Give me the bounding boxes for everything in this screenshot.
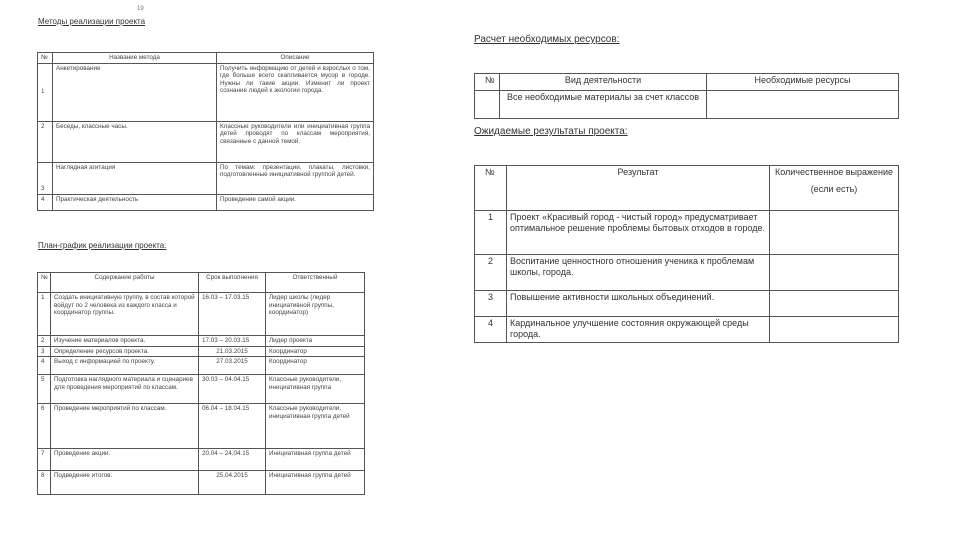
resources-cell-activity: Все необходимые материалы за счет классов (500, 91, 707, 119)
schedule-cell-content: Создать инициативную группу, в состав которой войдут по 2 человека из каждого класса и координатор группы. (51, 293, 199, 336)
schedule-cell-num: 7 (38, 449, 51, 471)
page-number: 19 (137, 6, 144, 12)
results-cell-num: 1 (475, 211, 507, 255)
schedule-cell-content: Проведение акции. (51, 449, 199, 471)
methods-col-desc: Описание (217, 53, 374, 64)
table-row (475, 317, 899, 343)
results-table (474, 165, 899, 343)
methods-cell-desc: Получить информацию от детей и взрослых о том, где больше всего скапливается мусор в городе. Нужны ли такие акции. Изменит ли проект сознание людей к экологии города. (217, 63, 374, 121)
results-cell-quant (770, 255, 899, 291)
methods-cell-num: 1 (38, 63, 53, 121)
methods-cell-num: 4 (38, 194, 53, 210)
table-row (38, 121, 374, 162)
schedule-cell-content: Проведение мероприятий по классам. (51, 404, 199, 449)
methods-cell-desc: Проведение самой акции. (217, 194, 374, 210)
table-row (38, 449, 365, 471)
methods-cell-num: 3 (38, 162, 53, 194)
resources-header-row (475, 74, 899, 91)
methods-cell-name: Практическая деятельность (53, 194, 217, 210)
table-row (38, 293, 365, 336)
schedule-cell-resp: Инициативная группа детей (266, 449, 365, 471)
schedule-cell-num: 1 (38, 293, 51, 336)
schedule-table (37, 272, 365, 495)
table-row (38, 63, 374, 121)
schedule-cell-content: Подготовка наглядного материала и сценариев для проведения мероприятий по классам. (51, 375, 199, 404)
table-row (38, 404, 365, 449)
table-row (38, 162, 374, 194)
methods-cell-name: Беседы, классные часы. (53, 121, 217, 162)
methods-cell-name: Анкетирование (53, 63, 217, 121)
schedule-cell-content: Выход с информацией по проекту. (51, 357, 199, 375)
table-row (475, 211, 899, 255)
schedule-cell-term: 06.04 – 18.04.15 (199, 404, 266, 449)
results-cell-result: Проект «Красивый город - чистый город» предусматривает оптимальное решение проблемы бытовых отходов в городе. (507, 211, 770, 255)
results-cell-num: 4 (475, 317, 507, 343)
methods-col-name: Название метода (53, 53, 217, 64)
schedule-col-content: Содержание работы (51, 273, 199, 293)
results-cell-num: 2 (475, 255, 507, 291)
table-row (38, 336, 365, 347)
schedule-cell-content: Изучение материалов проекта. (51, 336, 199, 347)
schedule-cell-resp: Координатор (266, 346, 365, 357)
results-header-row (475, 166, 899, 211)
schedule-cell-num: 8 (38, 471, 51, 495)
resources-table (474, 73, 899, 119)
methods-header-row (38, 53, 374, 64)
methods-table (37, 52, 374, 211)
schedule-header-row (38, 273, 365, 293)
resources-cell-num (475, 91, 500, 119)
table-row (38, 471, 365, 495)
results-cell-quant (770, 317, 899, 343)
schedule-cell-resp: Классные руководители, инициативная группа детей (266, 404, 365, 449)
table-row (38, 375, 365, 404)
schedule-col-resp: Ответственный (266, 273, 365, 293)
results-col-result: Результат (507, 166, 770, 211)
schedule-cell-term: 30.03 – 04.04.15 (199, 375, 266, 404)
schedule-cell-num: 4 (38, 357, 51, 375)
table-row (475, 91, 899, 119)
results-cell-quant (770, 291, 899, 317)
resources-col-num: № (475, 74, 500, 91)
schedule-heading: План-график реализации проекта: (38, 241, 167, 250)
methods-cell-name: Наглядная агитация (53, 162, 217, 194)
results-col-quant-note: (если есть) (810, 184, 858, 194)
resources-col-activity: Вид деятельности (500, 74, 707, 91)
schedule-cell-term: 21.03.2015 (199, 346, 266, 357)
results-cell-quant (770, 211, 899, 255)
methods-cell-desc: Классные руководители или инициативная группа детей проводят по классам мероприятия, связанные с данной темой. (217, 121, 374, 162)
schedule-cell-num: 3 (38, 346, 51, 357)
schedule-cell-term: 16.03 – 17.03.15 (199, 293, 266, 336)
schedule-cell-term: 20.04 – 24.04.15 (199, 449, 266, 471)
schedule-cell-resp: Лидер проекта (266, 336, 365, 347)
schedule-cell-num: 5 (38, 375, 51, 404)
resources-col-resources: Необходимые ресурсы (707, 74, 899, 91)
schedule-col-term: Срок выполнения (199, 273, 266, 293)
schedule-col-num: № (38, 273, 51, 293)
results-cell-num: 3 (475, 291, 507, 317)
resources-heading: Расчет необходимых ресурсов: (474, 34, 620, 45)
table-row (38, 194, 374, 210)
results-heading: Ожидаемые результаты проекта: (474, 126, 628, 137)
table-row (38, 346, 365, 357)
schedule-cell-content: Определение ресурсов проекта. (51, 346, 199, 357)
results-col-quant (770, 166, 899, 211)
schedule-cell-resp: Инициативная группа детей (266, 471, 365, 495)
results-cell-result: Кардинальное улучшение состояния окружающей среды города. (507, 317, 770, 343)
resources-cell-resources (707, 91, 899, 119)
table-row (38, 357, 365, 375)
results-cell-result: Воспитание ценностного отношения ученика к проблемам школы, города. (507, 255, 770, 291)
schedule-cell-term: 17.03 – 20.03.15 (199, 336, 266, 347)
methods-col-num: № (38, 53, 53, 64)
schedule-cell-resp: Координатор (266, 357, 365, 375)
methods-heading: Методы реализации проекта (38, 17, 146, 26)
table-row (475, 291, 899, 317)
results-col-quant-label: Количественное выражение (774, 167, 894, 177)
schedule-cell-resp: Классные руководители, инициативная группа (266, 375, 365, 404)
methods-cell-desc: По темам: презентации, плакаты, листовки, подготовленные инициативной группой детей. (217, 162, 374, 194)
schedule-cell-resp: Лидер школы (лидер инициативной группы, координатор) (266, 293, 365, 336)
schedule-cell-term: 25.04.2015 (199, 471, 266, 495)
schedule-cell-num: 6 (38, 404, 51, 449)
methods-cell-num: 2 (38, 121, 53, 162)
results-cell-result: Повышение активности школьных объединений. (507, 291, 770, 317)
schedule-cell-num: 2 (38, 336, 51, 347)
table-row (475, 255, 899, 291)
results-col-num: № (475, 166, 507, 211)
schedule-cell-term: 27.03.2015 (199, 357, 266, 375)
schedule-cell-content: Подведение итогов. (51, 471, 199, 495)
